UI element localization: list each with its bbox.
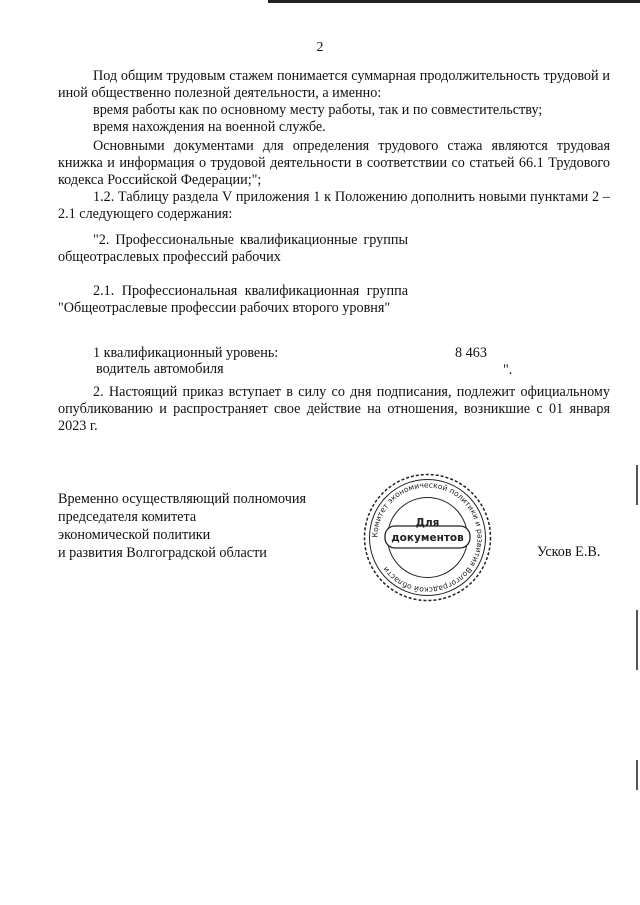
table-position: водитель автомобиля (96, 361, 224, 377)
scan-side-edge (636, 465, 638, 505)
signer-name: Усков Е.В. (537, 544, 601, 560)
table-level-label: 1 квалификационный уровень: (93, 345, 279, 361)
paragraph-military-service: время нахождения на военной службе. (93, 119, 326, 135)
paragraph-total-experience: Под общим трудовым стажем понимается суммарная продолжительность трудовой и иной общественно полезной деятельности, а именно: (58, 68, 610, 101)
official-stamp (360, 470, 495, 605)
signature-line: Временно осуществляющий полномочия (58, 491, 307, 507)
paragraph-main-documents: Основными документами для определения трудового стажа являются трудовая книжка и информация о трудовой деятельности в соответствии со статьей 66.1 Трудового кодекса Российской Федерации;"; (58, 138, 610, 188)
stamp-ring-text: Комитет экономической политики и развития Волгоградской области (370, 480, 485, 595)
signature-line: председателя комитета (58, 509, 197, 525)
paragraph-table-amendment: 1.2. Таблицу раздела V приложения 1 к Положению дополнить новыми пунктами 2 – 2.1 следующего содержания: (58, 189, 610, 222)
paragraph-entry-into-force: 2. Настоящий приказ вступает в силу со дня подписания, подлежит официальному опубликованию и распространяет свое действие на отношения, возникшие с 01 января 2023 г. (58, 384, 610, 434)
table-subgroup-heading: 2.1. Профессиональная квалификационная группа "Общеотраслевые профессии рабочих второго уровня" (58, 283, 408, 316)
signature-block (58, 490, 306, 562)
scan-side-edge (636, 760, 638, 790)
scan-side-edge (636, 610, 638, 670)
scan-top-edge (268, 0, 640, 3)
table-salary: 8 463 (455, 345, 487, 361)
paragraph-main-work: время работы как по основному месту работы, так и по совместительству; (93, 102, 543, 118)
stamp-center-line2: документов (391, 532, 464, 544)
signature-line: экономической политики (58, 527, 211, 543)
table-group-heading: "2. Профессиональные квалификационные группы общеотраслевых профессий рабочих (58, 232, 408, 265)
signature-line: и развития Волгоградской области (58, 545, 267, 561)
table-closing-quote: ". (503, 362, 513, 378)
page-number: 2 (316, 40, 324, 55)
stamp-center-line1: Для (415, 517, 440, 529)
